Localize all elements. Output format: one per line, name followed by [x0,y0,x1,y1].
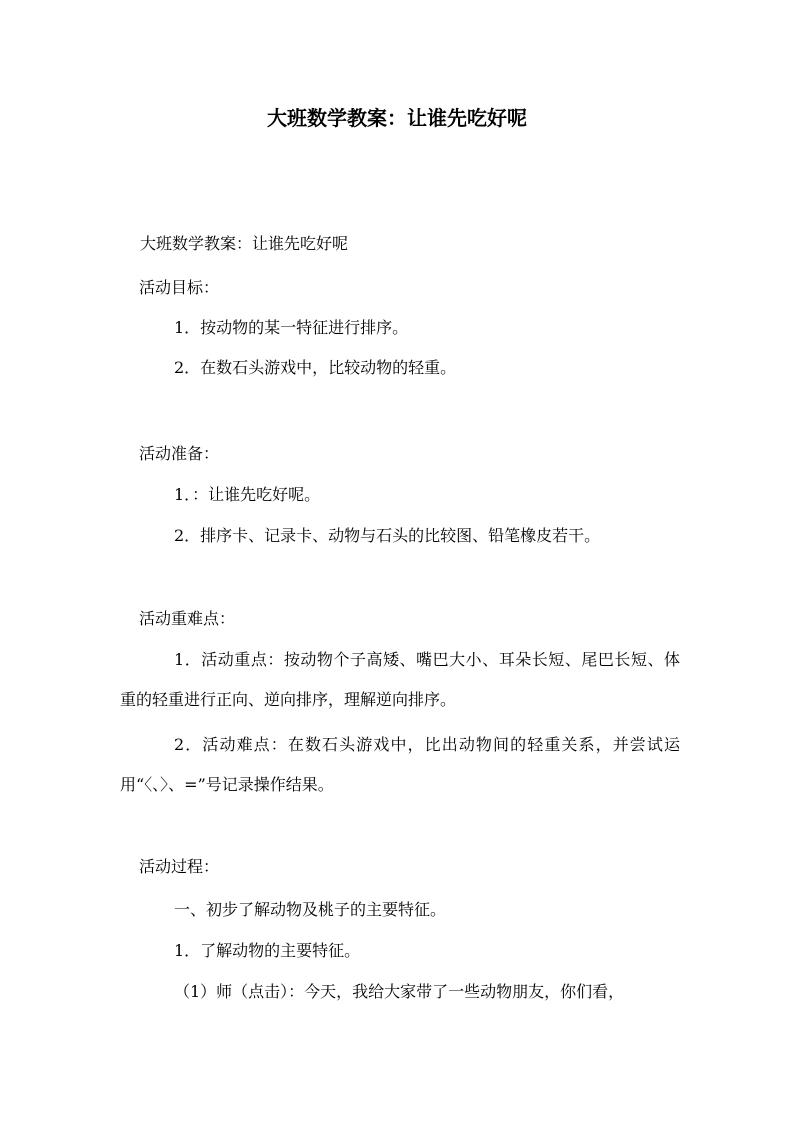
prep-1: 1．：让谁先吃好呢。 [174,485,321,504]
process-1-1: 1．了解动物的主要特征。 [174,941,361,960]
difficulty-heading: 活动重难点： [139,609,236,628]
process-heading: 活动过程： [139,857,220,876]
goals-heading: 活动目标： [139,278,220,297]
goal-2: 2．在数石头游戏中，比较动物的轻重。 [174,358,457,377]
prep-heading: 活动准备： [139,444,220,463]
prep-2: 2．排序卡、记录卡、动物与石头的比较图、铅笔橡皮若干。 [174,526,601,545]
document-title: 大班数学教案：让谁先吃好呢 [267,106,527,130]
intro-line: 大班数学教案：让谁先吃好呢 [140,234,349,253]
difficulty-2: 2．活动难点：在数石头游戏中，比出动物间的轻重关系，并尝试运用“〈、〉、=”号记录操作结果。 [120,735,680,794]
difficulty-1: 1．活动重点：按动物个子高矮、嘴巴大小、耳朵长短、尾巴长短、体重的轻重进行正向、逆向排序，理解逆向排序。 [120,650,680,709]
goal-1: 1．按动物的某一特征进行排序。 [174,318,409,337]
process-1: 一、初步了解动物及桃子的主要特征。 [174,900,447,919]
process-1-1-1: （1）师（点击）：今天，我给大家带了一些动物朋友，你们看， [174,982,625,1001]
